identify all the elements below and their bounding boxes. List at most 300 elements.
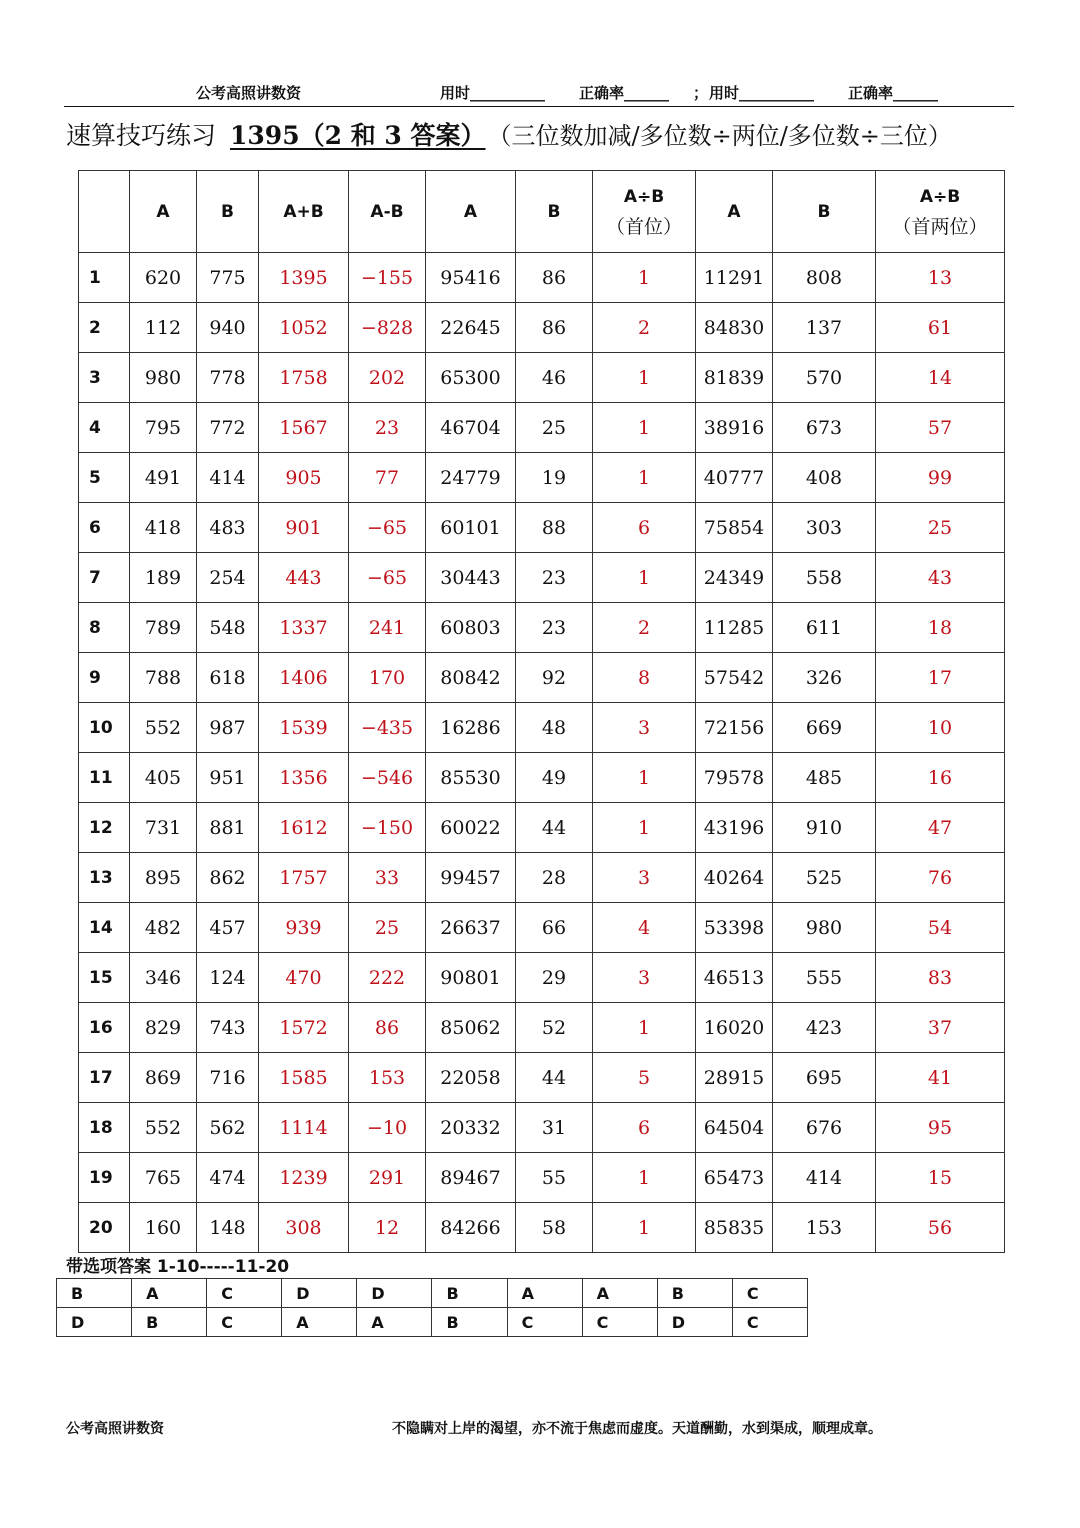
table-header-row (79, 171, 1005, 253)
table-cell: 1239 (259, 1153, 349, 1203)
table-cell: 695 (773, 1053, 876, 1103)
column-header (79, 171, 130, 253)
table-cell: 99 (876, 453, 1005, 503)
column-header-label: B (817, 201, 831, 222)
table-cell: 202 (349, 353, 426, 403)
answers-row (57, 1308, 808, 1337)
table-cell: 60101 (426, 503, 516, 553)
table-cell: 525 (773, 853, 876, 903)
table-cell: 148 (197, 1203, 259, 1253)
table-cell: 731 (130, 803, 197, 853)
table-cell: 86 (349, 1003, 426, 1053)
table-cell: 414 (197, 453, 259, 503)
table-cell: 40777 (696, 453, 773, 503)
column-header (197, 171, 259, 253)
table-cell: 44 (516, 803, 593, 853)
answer-cell: B (657, 1279, 732, 1308)
row-index: 11 (79, 753, 130, 803)
table-cell: 6 (593, 1103, 696, 1153)
table-cell: 49 (516, 753, 593, 803)
answers-title: 带选项答案 1-10-----11-20 (66, 1257, 290, 1277)
row-index: 16 (79, 1003, 130, 1053)
table-row (79, 753, 1005, 803)
table-cell: 19 (516, 453, 593, 503)
table-cell: −155 (349, 253, 426, 303)
row-index: 7 (79, 553, 130, 603)
table-cell: 1356 (259, 753, 349, 803)
table-cell: 89467 (426, 1153, 516, 1203)
row-index: 4 (79, 403, 130, 453)
table-cell: 99457 (426, 853, 516, 903)
table-cell: 48 (516, 703, 593, 753)
table-cell: 1585 (259, 1053, 349, 1103)
answers-row (57, 1279, 808, 1308)
table-cell: 408 (773, 453, 876, 503)
table-cell: 987 (197, 703, 259, 753)
table-cell: 241 (349, 603, 426, 653)
table-cell: 16020 (696, 1003, 773, 1053)
table-cell: 26637 (426, 903, 516, 953)
table-cell: 8 (593, 653, 696, 703)
answer-cell: C (207, 1279, 282, 1308)
table-cell: 77 (349, 453, 426, 503)
table-cell: −828 (349, 303, 426, 353)
table-row (79, 1103, 1005, 1153)
table-cell: 414 (773, 1153, 876, 1203)
answer-cell: B (432, 1308, 507, 1337)
title-answer-label: 1395（2 和 3 答案） (230, 121, 486, 150)
table-cell: 11291 (696, 253, 773, 303)
table-cell: 52 (516, 1003, 593, 1053)
table-cell: 83 (876, 953, 1005, 1003)
table-cell: 25 (876, 503, 1005, 553)
table-cell: 1758 (259, 353, 349, 403)
table-cell: 4 (593, 903, 696, 953)
table-cell: 482 (130, 903, 197, 953)
table-cell: 308 (259, 1203, 349, 1253)
table-cell: 137 (773, 303, 876, 353)
row-index: 14 (79, 903, 130, 953)
table-cell: 33 (349, 853, 426, 903)
table-cell: −150 (349, 803, 426, 853)
table-cell: 940 (197, 303, 259, 353)
column-header (876, 171, 1005, 253)
page-title (66, 116, 952, 152)
column-header-label: A÷B (623, 186, 665, 207)
table-row (79, 1153, 1005, 1203)
table-cell: 81839 (696, 353, 773, 403)
table-cell: 24349 (696, 553, 773, 603)
table-cell: −435 (349, 703, 426, 753)
title-description: （三位数加减/多位数÷两位/多位数÷三位） (499, 122, 952, 150)
column-header-label: A-B (370, 201, 404, 222)
table-cell: 939 (259, 903, 349, 953)
table-row (79, 503, 1005, 553)
column-header-label: B (221, 201, 234, 222)
table-cell: 485 (773, 753, 876, 803)
table-cell: 772 (197, 403, 259, 453)
table-cell: 12 (349, 1203, 426, 1253)
row-index: 1 (79, 253, 130, 303)
table-cell: 611 (773, 603, 876, 653)
table-row (79, 703, 1005, 753)
row-index: 10 (79, 703, 130, 753)
answers-table (56, 1278, 808, 1337)
column-header (593, 171, 696, 253)
practice-table (78, 170, 1005, 1253)
table-cell: 1406 (259, 653, 349, 703)
table-cell: 37 (876, 1003, 1005, 1053)
table-cell: 28 (516, 853, 593, 903)
table-cell: −546 (349, 753, 426, 803)
table-cell: 1 (593, 1203, 696, 1253)
table-cell: 46704 (426, 403, 516, 453)
table-row (79, 353, 1005, 403)
header-separator: ； (693, 84, 709, 102)
table-cell: 3 (593, 703, 696, 753)
header-divider (64, 106, 1014, 107)
table-cell: 153 (349, 1053, 426, 1103)
row-index: 9 (79, 653, 130, 703)
answer-cell: C (507, 1308, 582, 1337)
table-cell: 1612 (259, 803, 349, 853)
column-header-label: A (463, 201, 478, 222)
header-time-1: 用时__________ (440, 84, 546, 102)
table-cell: 14 (876, 353, 1005, 403)
table-cell: 30443 (426, 553, 516, 603)
table-cell: 46 (516, 353, 593, 403)
table-cell: 95416 (426, 253, 516, 303)
table-cell: 61 (876, 303, 1005, 353)
answer-cell: C (582, 1308, 657, 1337)
table-cell: 84830 (696, 303, 773, 353)
row-index: 20 (79, 1203, 130, 1253)
table-cell: 95 (876, 1103, 1005, 1153)
table-cell: 570 (773, 353, 876, 403)
table-row (79, 903, 1005, 953)
table-cell: 65300 (426, 353, 516, 403)
title-main: 速算技巧练习 (66, 121, 217, 150)
table-cell: 808 (773, 253, 876, 303)
table-cell: 189 (130, 553, 197, 603)
table-cell: 862 (197, 853, 259, 903)
table-cell: 1567 (259, 403, 349, 453)
header-time-2: 用时__________ (709, 84, 815, 102)
page-header (0, 80, 1080, 104)
table-cell: 23 (516, 553, 593, 603)
table-cell: 474 (197, 1153, 259, 1203)
row-index: 17 (79, 1053, 130, 1103)
table-cell: 895 (130, 853, 197, 903)
table-cell: 1 (593, 253, 696, 303)
column-header-label: A (727, 201, 741, 222)
table-cell: 910 (773, 803, 876, 853)
header-brand: 公考高照讲数资 (196, 84, 302, 102)
table-cell: 40264 (696, 853, 773, 903)
table-cell: 54 (876, 903, 1005, 953)
table-cell: 22645 (426, 303, 516, 353)
table-cell: 38916 (696, 403, 773, 453)
table-cell: 64504 (696, 1103, 773, 1153)
answer-cell: B (132, 1308, 207, 1337)
table-cell: 18 (876, 603, 1005, 653)
answer-cell: C (207, 1308, 282, 1337)
answer-cell: C (732, 1279, 807, 1308)
table-cell: 28915 (696, 1053, 773, 1103)
table-cell: 423 (773, 1003, 876, 1053)
table-cell: 443 (259, 553, 349, 603)
column-header-label: A÷B (919, 186, 961, 207)
table-cell: 84266 (426, 1203, 516, 1253)
table-cell: 160 (130, 1203, 197, 1253)
table-cell: 80842 (426, 653, 516, 703)
table-cell: 555 (773, 953, 876, 1003)
table-cell: 778 (197, 353, 259, 403)
table-cell: −10 (349, 1103, 426, 1153)
table-cell: 901 (259, 503, 349, 553)
row-index: 13 (79, 853, 130, 903)
row-index: 12 (79, 803, 130, 853)
table-cell: 548 (197, 603, 259, 653)
table-body (79, 253, 1005, 1253)
table-cell: 2 (593, 603, 696, 653)
table-cell: 76 (876, 853, 1005, 903)
table-cell: 3 (593, 853, 696, 903)
table-cell: 1 (593, 753, 696, 803)
table-cell: 788 (130, 653, 197, 703)
column-header-label: A (156, 201, 170, 222)
table-cell: 470 (259, 953, 349, 1003)
table-cell: 1395 (259, 253, 349, 303)
table-cell: 11285 (696, 603, 773, 653)
table-row (79, 1003, 1005, 1053)
table-cell: 405 (130, 753, 197, 803)
table-cell: 85062 (426, 1003, 516, 1053)
row-index: 5 (79, 453, 130, 503)
table-cell: 44 (516, 1053, 593, 1103)
table-cell: 1 (593, 1153, 696, 1203)
table-cell: 57 (876, 403, 1005, 453)
table-cell: 1 (593, 1003, 696, 1053)
table-cell: 41 (876, 1053, 1005, 1103)
table-cell: 85530 (426, 753, 516, 803)
answer-cell: A (507, 1279, 582, 1308)
table-cell: 1 (593, 803, 696, 853)
table-cell: 716 (197, 1053, 259, 1103)
column-header-label: B (547, 201, 561, 222)
table-cell: 124 (197, 953, 259, 1003)
table-row (79, 303, 1005, 353)
table-cell: 1 (593, 553, 696, 603)
table-cell: 3 (593, 953, 696, 1003)
table-cell: 58 (516, 1203, 593, 1253)
table-cell: 552 (130, 703, 197, 753)
table-row (79, 953, 1005, 1003)
table-cell: 1052 (259, 303, 349, 353)
table-cell: 6 (593, 503, 696, 553)
table-cell: 13 (876, 253, 1005, 303)
table-cell: 829 (130, 1003, 197, 1053)
answer-cell: A (357, 1308, 432, 1337)
table-cell: 153 (773, 1203, 876, 1253)
table-cell: 112 (130, 303, 197, 353)
table-row (79, 553, 1005, 603)
table-cell: 24779 (426, 453, 516, 503)
answer-cell: A (582, 1279, 657, 1308)
table-cell: 222 (349, 953, 426, 1003)
column-header (259, 171, 349, 253)
table-cell: 620 (130, 253, 197, 303)
table-cell: 291 (349, 1153, 426, 1203)
table-row (79, 403, 1005, 453)
table-cell: 23 (516, 603, 593, 653)
table-cell: 88 (516, 503, 593, 553)
table-cell: 765 (130, 1153, 197, 1203)
table-cell: 55 (516, 1153, 593, 1203)
table-cell: 254 (197, 553, 259, 603)
table-cell: 66 (516, 903, 593, 953)
column-header (696, 171, 773, 253)
table-cell: −65 (349, 503, 426, 553)
table-cell: 789 (130, 603, 197, 653)
table-cell: 1337 (259, 603, 349, 653)
table-cell: 1 (593, 353, 696, 403)
table-cell: 86 (516, 253, 593, 303)
column-header (130, 171, 197, 253)
table-row (79, 253, 1005, 303)
column-header-label: A+B (283, 201, 324, 222)
table-row (79, 1053, 1005, 1103)
table-cell: 5 (593, 1053, 696, 1103)
table-cell: 457 (197, 903, 259, 953)
answer-cell: A (132, 1279, 207, 1308)
row-index: 18 (79, 1103, 130, 1153)
table-cell: 56 (876, 1203, 1005, 1253)
table-cell: 2 (593, 303, 696, 353)
table-cell: −65 (349, 553, 426, 603)
table-cell: 669 (773, 703, 876, 753)
table-cell: 483 (197, 503, 259, 553)
table-cell: 1757 (259, 853, 349, 903)
table-row (79, 853, 1005, 903)
answer-cell: B (432, 1279, 507, 1308)
footer-motto: 不隐瞒对上岸的渴望，亦不流于焦虑而虚度。天道酬勤，水到渠成，顺理成章。 (392, 1421, 882, 1437)
table-cell: 980 (773, 903, 876, 953)
row-index: 3 (79, 353, 130, 403)
table-row (79, 653, 1005, 703)
table-cell: 1 (593, 403, 696, 453)
table-cell: 23 (349, 403, 426, 453)
table-cell: 10 (876, 703, 1005, 753)
table-cell: 46513 (696, 953, 773, 1003)
table-cell: 92 (516, 653, 593, 703)
table-cell: 29 (516, 953, 593, 1003)
table-cell: 558 (773, 553, 876, 603)
table-cell: 43196 (696, 803, 773, 853)
column-header (426, 171, 516, 253)
table-cell: 57542 (696, 653, 773, 703)
table-cell: 795 (130, 403, 197, 453)
column-header-sublabel: （首位） (605, 215, 682, 238)
table-cell: 86 (516, 303, 593, 353)
table-cell: 562 (197, 1103, 259, 1153)
table-cell: 72156 (696, 703, 773, 753)
row-index: 19 (79, 1153, 130, 1203)
table-cell: 869 (130, 1053, 197, 1103)
row-index: 8 (79, 603, 130, 653)
table-cell: 1572 (259, 1003, 349, 1053)
table-cell: 618 (197, 653, 259, 703)
table-cell: 79578 (696, 753, 773, 803)
table-cell: 905 (259, 453, 349, 503)
table-row (79, 603, 1005, 653)
table-cell: 1114 (259, 1103, 349, 1153)
table-row (79, 453, 1005, 503)
table-cell: 43 (876, 553, 1005, 603)
row-index: 6 (79, 503, 130, 553)
table-cell: 25 (516, 403, 593, 453)
header-accuracy-2: 正确率______ (848, 84, 939, 102)
row-index: 2 (79, 303, 130, 353)
row-index: 15 (79, 953, 130, 1003)
table-cell: 881 (197, 803, 259, 853)
answer-cell: D (657, 1308, 732, 1337)
answer-cell: D (282, 1279, 357, 1308)
column-header-sublabel: （首两位） (892, 215, 988, 238)
table-cell: 31 (516, 1103, 593, 1153)
table-cell: 1 (593, 453, 696, 503)
table-cell: 15 (876, 1153, 1005, 1203)
table-row (79, 803, 1005, 853)
table-cell: 16 (876, 753, 1005, 803)
table-cell: 22058 (426, 1053, 516, 1103)
answer-cell: C (732, 1308, 807, 1337)
table-cell: 673 (773, 403, 876, 453)
table-cell: 85835 (696, 1203, 773, 1253)
table-cell: 418 (130, 503, 197, 553)
table-cell: 17 (876, 653, 1005, 703)
table-cell: 303 (773, 503, 876, 553)
table-cell: 775 (197, 253, 259, 303)
answer-cell: D (57, 1308, 132, 1337)
table-cell: 75854 (696, 503, 773, 553)
table-cell: 951 (197, 753, 259, 803)
table-cell: 1539 (259, 703, 349, 753)
answer-cell: B (57, 1279, 132, 1308)
table-cell: 53398 (696, 903, 773, 953)
table-cell: 90801 (426, 953, 516, 1003)
column-header (773, 171, 876, 253)
table-cell: 326 (773, 653, 876, 703)
table-cell: 676 (773, 1103, 876, 1153)
table-cell: 20332 (426, 1103, 516, 1153)
table-cell: 25 (349, 903, 426, 953)
column-header (516, 171, 593, 253)
table-row (79, 1203, 1005, 1253)
table-cell: 743 (197, 1003, 259, 1053)
table-cell: 170 (349, 653, 426, 703)
table-cell: 980 (130, 353, 197, 403)
table-cell: 60803 (426, 603, 516, 653)
table-cell: 552 (130, 1103, 197, 1153)
answer-cell: D (357, 1279, 432, 1308)
answer-cell: A (282, 1308, 357, 1337)
table-cell: 346 (130, 953, 197, 1003)
table-cell: 16286 (426, 703, 516, 753)
table-cell: 60022 (426, 803, 516, 853)
table-cell: 47 (876, 803, 1005, 853)
footer-brand: 公考高照讲数资 (66, 1421, 164, 1437)
